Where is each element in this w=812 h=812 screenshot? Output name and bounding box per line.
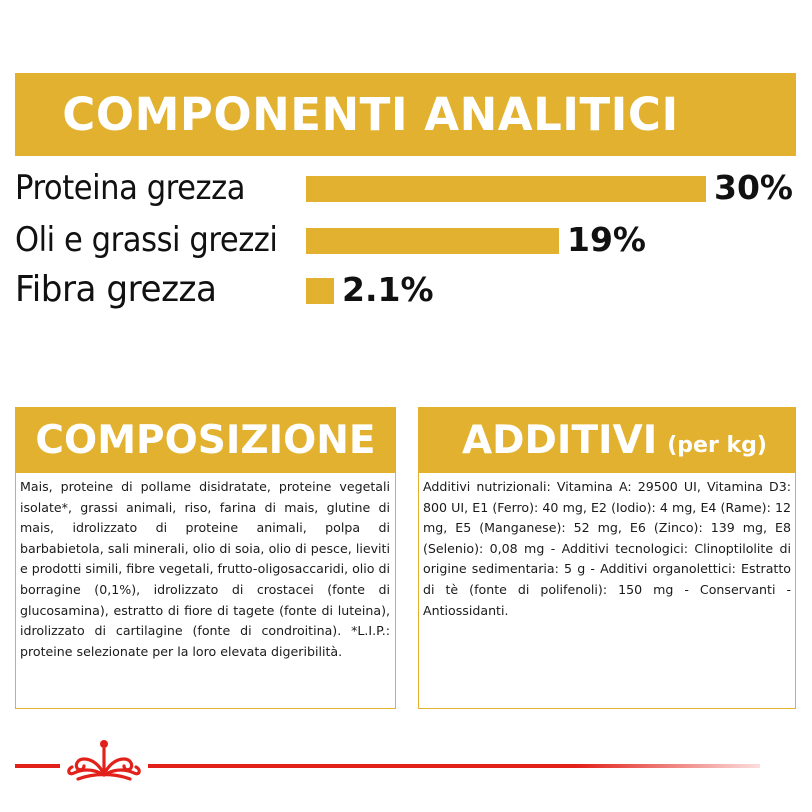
nutrient-value: 2.1% — [342, 270, 434, 309]
additives-title: ADDITIVI — [462, 417, 658, 463]
nutrient-label: Oli e grassi grezzi — [15, 220, 278, 260]
additives-title-suffix: (per kg) — [667, 432, 767, 458]
nutrient-bar — [306, 228, 559, 254]
nutrient-bar-track — [306, 216, 806, 264]
composition-title-banner — [15, 407, 396, 473]
nutrient-row — [0, 216, 812, 264]
footer-line-right — [148, 764, 760, 768]
additives-text-box — [418, 473, 796, 709]
nutrient-bar — [306, 176, 706, 202]
crown-icon — [60, 735, 148, 783]
analytical-title-banner — [15, 73, 796, 156]
additives-text: Additivi nutrizionali: Vitamina A: 29500 UI, Vitamina D3: 800 UI, E1 (Ferro): 40 mg, E2 (Iodio): 4 mg, E4 (Rame): 12 mg, E5 (Manganese): 52 mg, E6 (Zinco): 139 mg, E8 (Selenio): 0,08 mg - Additivi tecnologici: Clinoptilolite di origine sedimentaria: 5 g - Additivi organolettici: Estratto di tè (fonte di polifenoli): 150 mg - Conservanti - Antiossidanti. — [423, 479, 791, 618]
nutrient-row — [0, 164, 812, 212]
nutrient-value: 30% — [714, 168, 793, 207]
nutrient-row — [0, 266, 812, 314]
analytical-title: COMPONENTI ANALITICI — [62, 88, 679, 141]
composition-text-box — [15, 473, 396, 709]
composition-text: Mais, proteine di pollame disidratate, proteine vegetali isolate*, grassi animali, riso, farina di mais, glutine di mais, idrolizzato di proteine animali, polpa di barbabietola, sali minerali, olio di soia, olio di pesce, lieviti e prodotti simili, fibre vegetali, frutto-oligosaccaridi, olio di borragine (0,1%), idrolizzato di crostacei (fonte di glucosamina), estratto di fiore di tagete (fonte di luteina), idrolizzato di cartilagine (fonte di condroitina). *L.I.P.: proteine selezionate per la loro elevata digeribilità. — [20, 479, 390, 659]
nutrient-label: Fibra grezza — [15, 269, 217, 310]
nutrient-label: Proteina grezza — [15, 168, 246, 208]
additives-title-banner — [418, 407, 796, 473]
nutrient-bar — [306, 278, 334, 304]
nutrient-bar-track — [306, 164, 806, 212]
nutrient-value: 19% — [567, 220, 646, 259]
footer-line-left — [15, 764, 60, 768]
nutrient-bar-track — [306, 266, 806, 314]
composition-title: COMPOSIZIONE — [35, 417, 376, 463]
